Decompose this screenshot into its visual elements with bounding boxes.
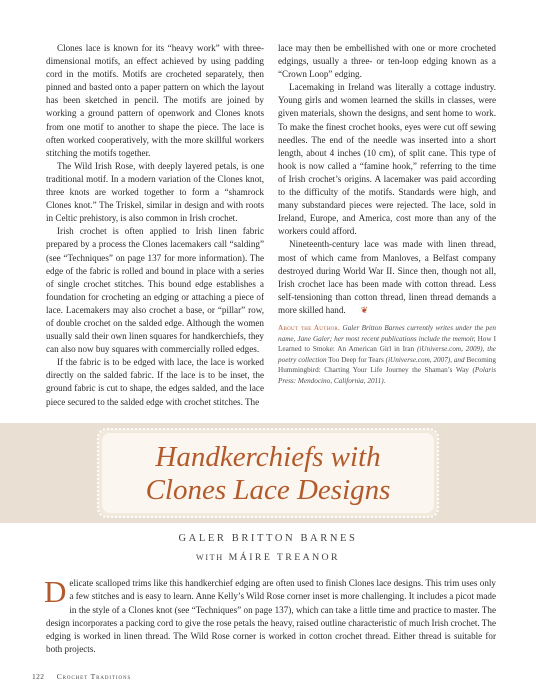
article-title <box>102 441 434 507</box>
paragraph: The Wild Irish Rose, with deeply layered petals, is one traditional motif. In a modern variation of the Clones knot, three knots are worked together to form a “shamrock Clones knot.” The Triskel, similar in design and with roots in Celtic prehistory, is also common in Irish crochet. <box>46 160 264 224</box>
with-label: WITH <box>196 553 224 562</box>
intro-paragraph <box>44 574 496 657</box>
book-title: Becoming Hummingbird: Charting Your Life Journey the Shaman’s Way <box>278 355 497 375</box>
paragraph <box>278 238 496 317</box>
page-footer <box>32 672 131 681</box>
paragraph-text: Nineteenth-century lace was made with linen thread, most of which came from Manloves, a Belfast company destroyed during World War II. Since then, though not all, Irish crochet lace has been made with cotton thread. Less self-tensioning than cotton thread, linen thread demands a more skilled hand. <box>278 239 496 315</box>
drop-cap: D <box>44 574 67 609</box>
about-text: (iUniverse.com, 2009), the poetry collection <box>278 345 496 364</box>
paragraph: If the fabric is to be edged with lace, the lace is worked directly on the salded fabric. If the lace is to be inset, the ground fabric is cut to shape, the edges salded, and the lace piece secured to the salded edge with crochet stitches. The <box>46 357 264 407</box>
running-title: Crochet Traditions <box>56 672 132 681</box>
about-text: Galer Britton Barnes currently writes under the pen name, Jane Galer; her most recent publications include the memoir, <box>278 323 497 343</box>
coauthor-name: MÁIRE TREANOR <box>228 552 340 563</box>
title-line: Clones Lace Designs <box>145 474 391 506</box>
author-byline: GALER BRITTON BARNES <box>178 533 358 544</box>
intro-text: elicate scalloped trims like this handkerchief edging are often used to finish Clones lace designs. This trim uses only a few stitches and is easy to learn. Anne Kelly’s Wild Rose corner inset is more challenging. It includes a picot made in the style of a Clones knot (see “Techniques” on page 137), which can take a little time and practice to master. The design incorporates a packing cord to give the rose petals the heavy, raised outline characteristic of much Irish crochet. The edging is worked in linen thread. The Wild Rose corner is worked in cotton crochet thread. Either thread is suitable for both projects. <box>46 578 496 655</box>
paragraph: Lacemaking in Ireland was literally a cottage industry. Young girls and women learned the skills in classes, were given materials, shown the designs, and sent home to work. To make the finest crochet hooks, eyes were cut off sewing needles. The end of the needle was inserted into a short length, about 4 inches (10 cm), of split cane. This type of hook is now called a “famine hook,” referring to the time of Irish crochet’s origins. A lacemaker was paid according to the difficulty of the motifs. Standards were high, and many substandard pieces were rejected. The lace, sold in Ireland, Europe, and America, cost more than any of the workers could afford. <box>278 82 496 237</box>
about-heading: About the Author. <box>278 323 341 332</box>
poetry-title: Too Deep for Tears <box>328 355 384 364</box>
paragraph: Irish crochet is often applied to Irish linen fabric prepared by a process the Clones lacemakers call “salding” (see “Techniques” on page 137 for more information). The edge of the fabric is rolled and bound in place with a series of single crochet stitches. This bound edge establishes a foundation for crocheting an edging or attaching a piece of lace. Lacemakers may also crochet a base, or “pillar” row, of double crochet on the salded edge. Although the women usually sald their own linen squares for handkerchiefs, they can also now buy squares with commercially rolled edges. <box>46 226 264 355</box>
coauthor-byline <box>0 552 536 563</box>
paragraph: lace may then be embellished with one or more crocheted edgings, usually a three- or ten-loop edging known as a “Crown Loop” edging. <box>278 43 496 80</box>
title-panel <box>102 433 434 513</box>
right-column <box>278 42 496 409</box>
article-columns <box>46 42 496 409</box>
about-text: (iUniverse.com, 2007), and <box>385 355 465 364</box>
fleuron-icon: ❦ <box>360 304 369 315</box>
page-number: 122 <box>32 672 45 681</box>
title-banner <box>0 423 536 523</box>
about-the-author <box>278 323 496 387</box>
title-line: Handkerchiefs with <box>155 441 381 473</box>
paragraph: Clones lace is known for its “heavy work” with three-dimensional motifs, an effect achieved by using padding cord in the motifs. Motifs are crocheted separately, then pinned and basted onto a paper pattern on which the layout has been sketched in pencil. The motifs are joined by working a ground pattern of openwork and Clones knots from one motif to another to shape the piece. The lace is often worked cooperatively, with the more skillful workers stitching the motifs together. <box>46 43 264 158</box>
about-text: (Polaris Press: Mendocino, California, 2011). <box>278 366 497 385</box>
memoir-title: How I Learned to Smoke: An American Girl in Iran <box>278 334 496 354</box>
left-column <box>46 42 264 409</box>
